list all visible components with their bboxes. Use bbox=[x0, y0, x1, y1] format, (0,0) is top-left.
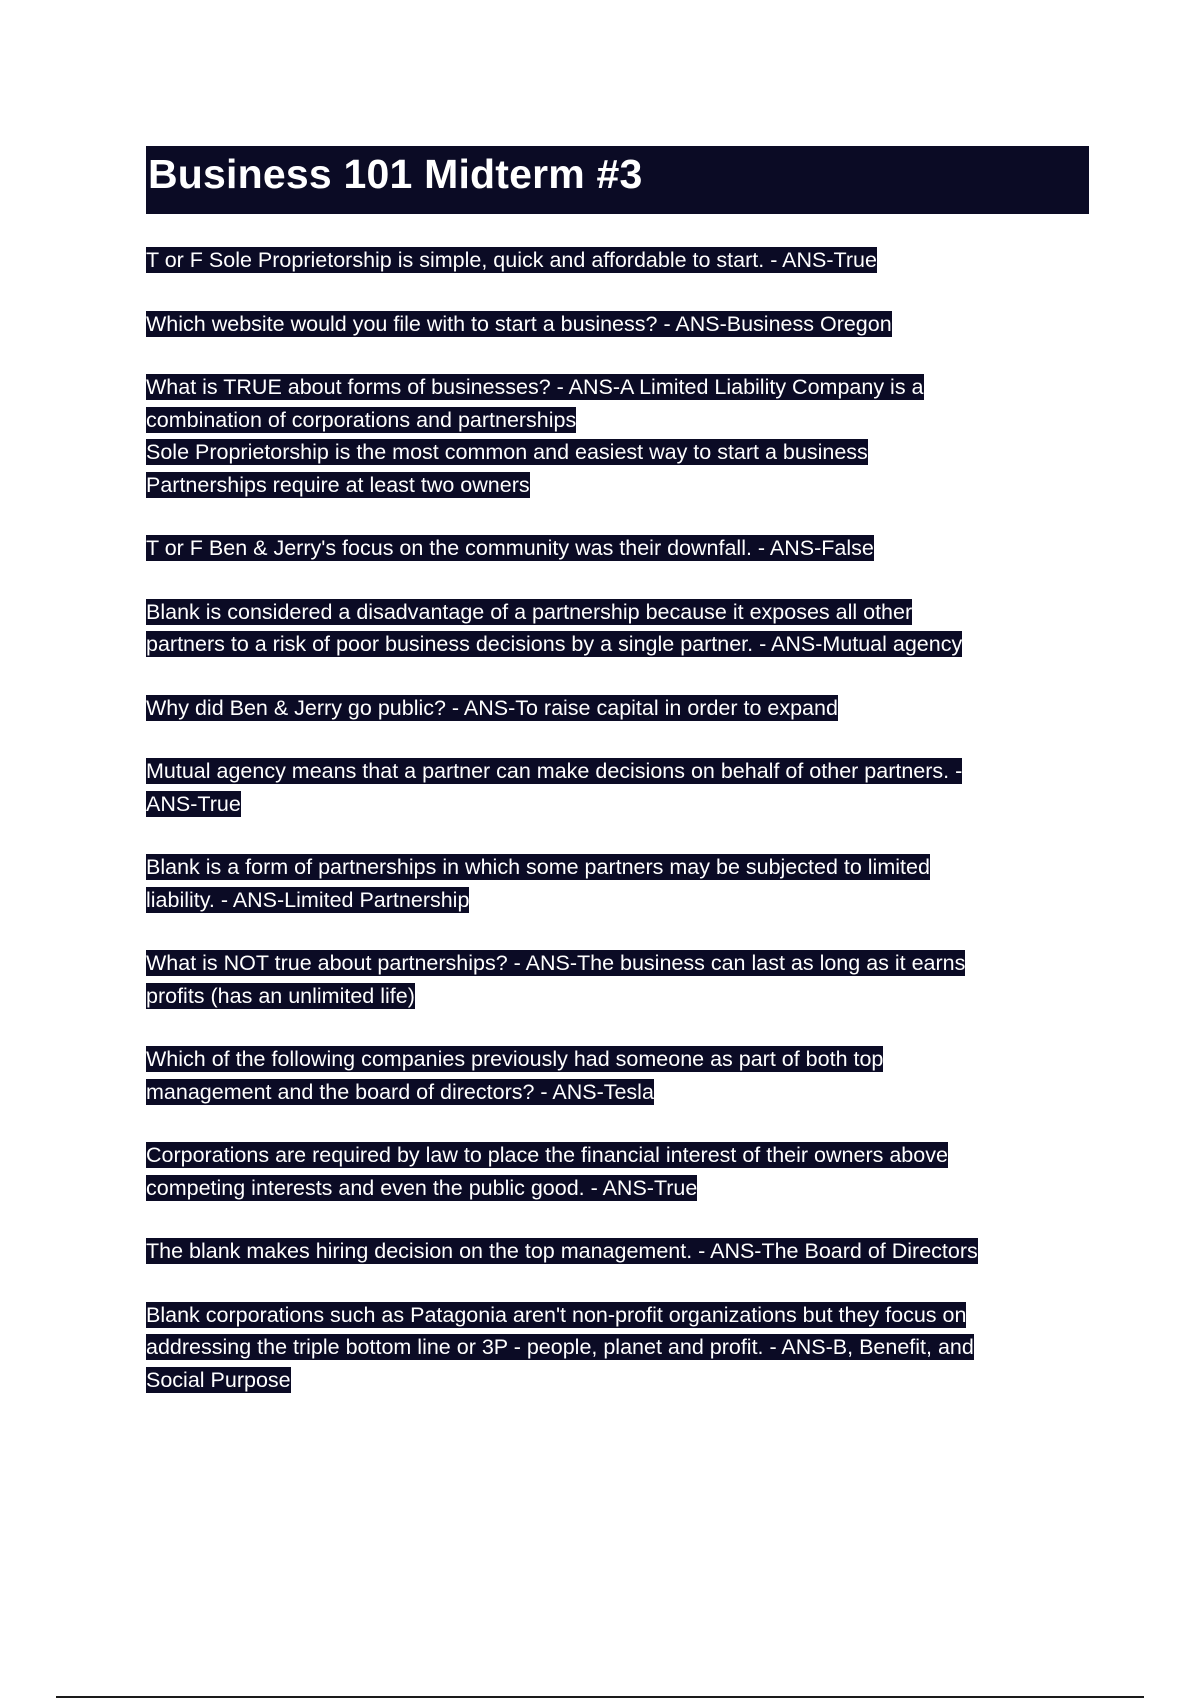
highlighted-text: Social Purpose bbox=[146, 1367, 291, 1392]
highlighted-text: Blank corporations such as Patagonia aren't non-profit organizations but they focus on bbox=[146, 1302, 967, 1327]
item-line bbox=[146, 596, 912, 629]
highlighted-text: combination of corporations and partnerships bbox=[146, 407, 577, 432]
item-line bbox=[146, 851, 930, 884]
item-line bbox=[146, 1299, 966, 1332]
highlighted-text: Partnerships require at least two owners bbox=[146, 472, 530, 497]
highlighted-text: Sole Proprietorship is the most common and easiest way to start a business bbox=[146, 440, 868, 464]
highlighted-text: competing interests and even the public good. - ANS-True bbox=[146, 1175, 698, 1200]
item-line bbox=[146, 308, 892, 341]
highlighted-text: What is NOT true about partnerships? - ANS-The business can last as long as it earns bbox=[146, 951, 966, 975]
item-line bbox=[146, 371, 924, 404]
highlighted-text: Mutual agency means that a partner can make decisions on behalf of other partners. - bbox=[146, 759, 963, 783]
question-answer-item bbox=[146, 1139, 1096, 1204]
question-answer-list bbox=[146, 244, 1096, 1427]
item-line bbox=[146, 788, 241, 821]
question-answer-item bbox=[146, 1235, 1096, 1268]
item-line bbox=[146, 1235, 978, 1268]
question-answer-item bbox=[146, 692, 1096, 725]
item-line bbox=[146, 1172, 697, 1205]
item-line bbox=[146, 469, 530, 502]
question-answer-item bbox=[146, 947, 1096, 1012]
item-line bbox=[146, 1139, 948, 1172]
question-answer-item bbox=[146, 1299, 1096, 1397]
highlighted-text: What is TRUE about forms of businesses? - ANS-A Limited Liability Company is a bbox=[146, 375, 924, 399]
highlighted-text: addressing the triple bottom line or 3P - people, planet and profit. - ANS-B, Benefit, and bbox=[146, 1335, 974, 1359]
item-line bbox=[146, 884, 469, 917]
question-answer-item bbox=[146, 532, 1096, 565]
question-answer-item bbox=[146, 755, 1096, 820]
item-line bbox=[146, 532, 874, 565]
highlighted-text: profits (has an unlimited life) bbox=[146, 983, 415, 1008]
highlighted-text: partners to a risk of poor business decisions by a single partner. - ANS-Mutual agency bbox=[146, 632, 963, 656]
highlighted-text: Which website would you file with to start a business? - ANS-Business Oregon bbox=[146, 311, 892, 336]
highlighted-text: Blank is considered a disadvantage of a partnership because it exposes all other bbox=[146, 599, 913, 624]
highlighted-text: Which of the following companies previously had someone as part of both top bbox=[146, 1047, 884, 1071]
question-answer-item bbox=[146, 308, 1096, 341]
title-banner bbox=[146, 146, 1089, 214]
item-line bbox=[146, 1364, 291, 1397]
question-answer-item bbox=[146, 596, 1096, 661]
item-line bbox=[146, 1076, 654, 1109]
item-line bbox=[146, 692, 838, 725]
question-answer-item bbox=[146, 244, 1096, 277]
question-answer-item bbox=[146, 1043, 1096, 1108]
highlighted-text: liability. - ANS-Limited Partnership bbox=[146, 887, 470, 912]
highlighted-text: T or F Ben & Jerry's focus on the community was their downfall. - ANS-False bbox=[146, 536, 874, 560]
item-line bbox=[146, 1043, 883, 1076]
question-answer-item bbox=[146, 371, 1096, 501]
highlighted-text: management and the board of directors? - ANS-Tesla bbox=[146, 1079, 654, 1104]
item-line bbox=[146, 244, 877, 277]
footer-divider bbox=[56, 1696, 1144, 1698]
highlighted-text: Why did Ben & Jerry go public? - ANS-To raise capital in order to expand bbox=[146, 695, 838, 720]
highlighted-text: ANS-True bbox=[146, 791, 241, 816]
item-line bbox=[146, 628, 962, 661]
item-line bbox=[146, 1331, 974, 1364]
item-line bbox=[146, 755, 962, 788]
question-answer-item bbox=[146, 851, 1096, 916]
highlighted-text: The blank makes hiring decision on the top management. - ANS-The Board of Directors bbox=[146, 1239, 978, 1263]
highlighted-text: Corporations are required by law to place the financial interest of their owners above bbox=[146, 1143, 948, 1167]
highlighted-text: Blank is a form of partnerships in which some partners may be subjected to limited bbox=[146, 855, 930, 879]
item-line bbox=[146, 947, 965, 980]
document-title: Business 101 Midterm #3 bbox=[148, 151, 643, 197]
highlighted-text: T or F Sole Proprietorship is simple, quick and affordable to start. - ANS-True bbox=[146, 248, 877, 272]
item-line bbox=[146, 980, 415, 1013]
item-line bbox=[146, 436, 868, 469]
item-line bbox=[146, 404, 576, 437]
